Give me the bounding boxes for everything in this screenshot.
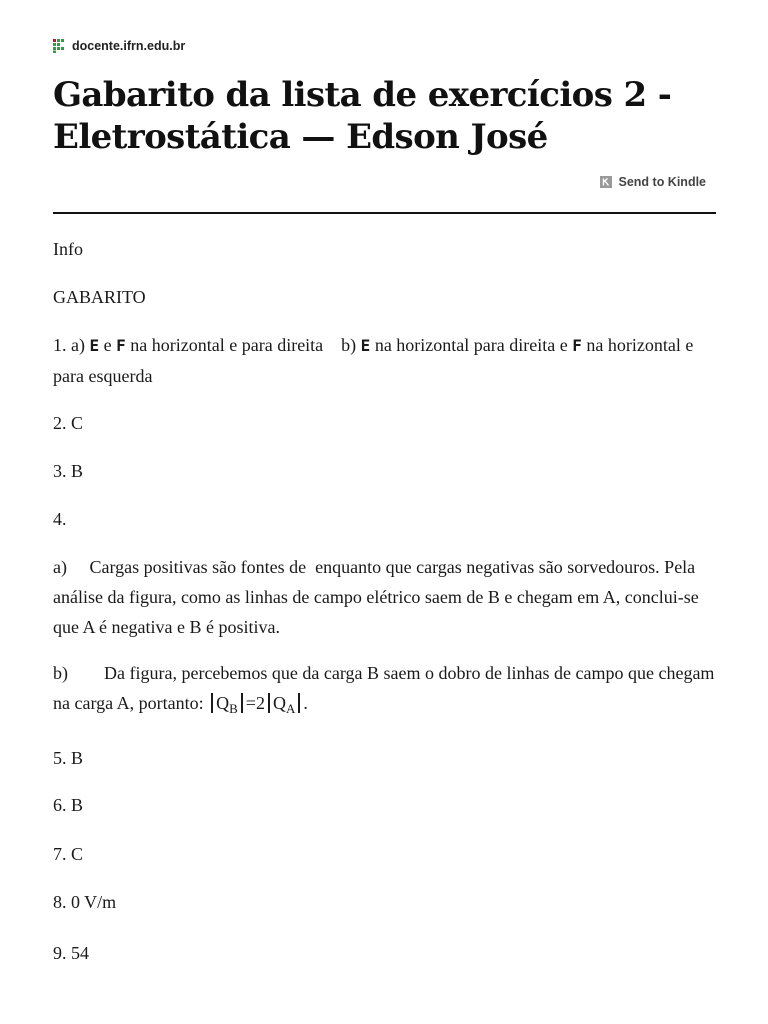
- info-label: Info: [53, 239, 83, 259]
- abs-bar: [268, 693, 270, 713]
- vector-f: F: [572, 336, 582, 355]
- answer-6: 6. B: [53, 795, 84, 815]
- vector-f: F: [116, 336, 126, 355]
- gabarito-heading: GABARITO: [53, 287, 146, 307]
- ifrn-logo-icon: [53, 39, 65, 53]
- answer-1-and: e: [99, 335, 117, 355]
- charge-qb-subscript: B: [229, 701, 238, 716]
- answer-4b: [53, 658, 719, 718]
- answer-4b-text: b) Da figura, percebemos que da carga B saem o dobro de linhas de campo que chegam na carga A, portanto:: [53, 663, 719, 713]
- vector-e: E: [89, 336, 100, 355]
- charge-qb: Q: [216, 693, 230, 713]
- answer-4: 4.: [53, 509, 67, 529]
- abs-bar: [298, 693, 300, 713]
- answer-5: 5. B: [53, 748, 84, 768]
- title-divider: [53, 212, 716, 214]
- send-to-kindle-button[interactable]: [600, 174, 707, 190]
- answer-1: [53, 330, 716, 391]
- answer-8: 8. 0 V/m: [53, 892, 117, 912]
- vector-e: E: [360, 336, 371, 355]
- answer-4a: a) Cargas positivas são fontes de enquanto que cargas negativas são sorvedouros. Pela análise da figura, como as linhas de campo elétrico saem de B e chegam em A, conclui-se que A é negativa e B é positiva.: [53, 557, 704, 637]
- equation-factor: =2: [245, 693, 265, 713]
- page-title: Gabarito da lista de exercícios 2 - Eletrostática — Edson José: [53, 75, 672, 157]
- charge-qa: Q: [272, 693, 286, 713]
- abs-bar: [211, 693, 213, 713]
- answer-1-text-b1: na horizontal para direita e: [370, 335, 573, 355]
- answer-1-text-b2: na horizontal e para esquerda: [53, 335, 694, 386]
- answer-4b-end: .: [303, 693, 308, 713]
- answer-2: 2. C: [53, 413, 84, 433]
- answer-1-text-a: na horizontal e para direita b): [125, 335, 361, 355]
- answer-3: 3. B: [53, 461, 84, 481]
- charge-qa-subscript: A: [285, 701, 296, 716]
- site-source[interactable]: [53, 37, 185, 55]
- answer-9: 9. 54: [53, 943, 89, 963]
- abs-bar: [241, 693, 243, 713]
- kindle-icon: [600, 176, 612, 188]
- answer-1-prefix: 1. a): [53, 335, 90, 355]
- site-name: docente.ifrn.edu.br: [72, 39, 186, 53]
- answer-7: 7. C: [53, 844, 84, 864]
- send-to-kindle-label: Send to Kindle: [618, 175, 706, 189]
